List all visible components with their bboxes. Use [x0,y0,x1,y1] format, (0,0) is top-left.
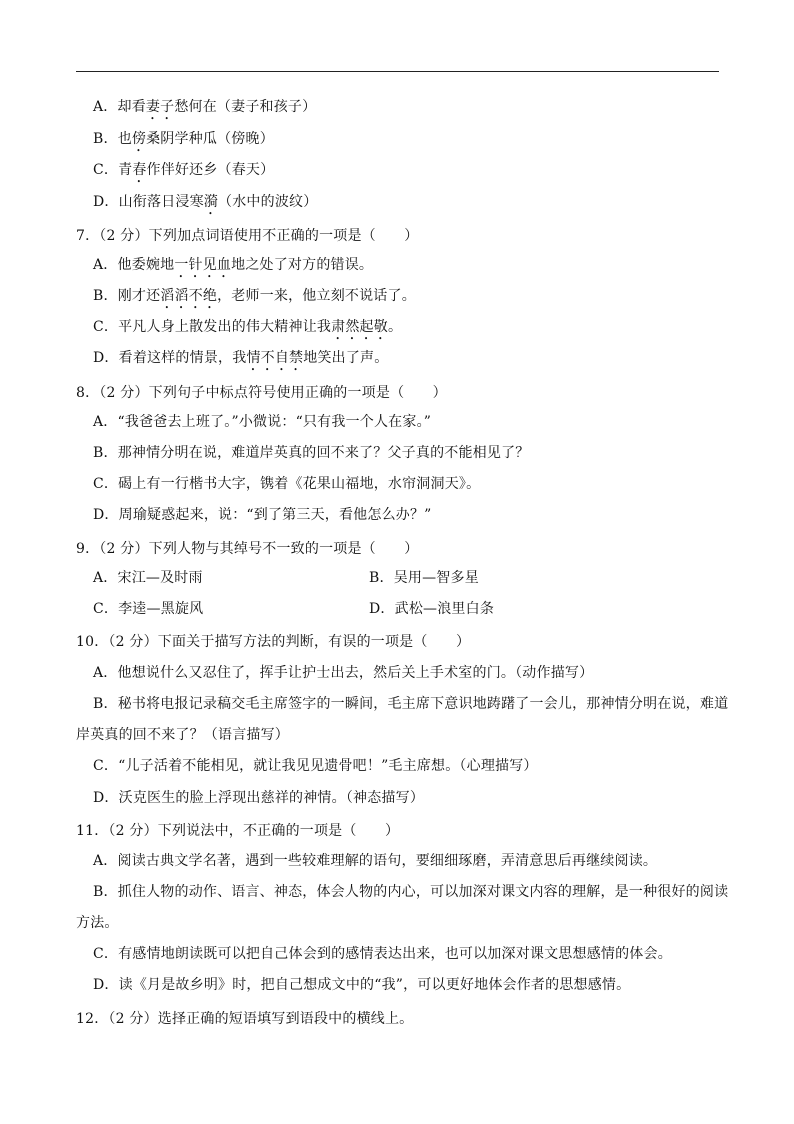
dotted-word: 情不自禁 [246,350,304,366]
q6-option-c[interactable] [93,161,274,186]
option-text: 地笑出了声。 [303,350,389,366]
q11-option-b[interactable]: B．抓住人物的动作、语言、神态，体会人物的内心，可以加深对课文内容的理解，是一种很好的阅读 [93,884,729,900]
q9-stem: 9．（2 分）下列人物与其绰号不一致的一项是（ ） [76,541,419,557]
option-text: C．平凡人身上散发出的伟大精神让我 [93,319,332,335]
q10-option-b-continued: 岸英真的回不来了？（语言描写） [76,727,289,743]
option-text: ，老师一来，他立刻不说话了。 [217,288,416,304]
option-text: 桑阴学种瓜（傍晚） [146,131,274,147]
dotted-word: 滔滔不绝 [160,288,218,304]
dotted-word: 漪 [203,194,219,210]
option-text: B．也 [93,131,132,147]
dotted-word: 一针见血 [174,257,232,273]
q7-stem: 7．（2 分）下列加点词语使用不正确的一项是（ ） [76,228,419,244]
q10-option-a[interactable]: A．他想说什么又忍住了，挥手让护士出去，然后关上手术室的门。（动作描写） [93,665,594,681]
q11-stem: 11．（2 分）下列说法中，不正确的一项是（ ） [76,823,400,839]
q8-option-c[interactable]: C．碣上有一行楷书大字，镌着《花果山福地，水帘洞洞天》。 [93,476,481,492]
dotted-word: 傍 [131,131,147,147]
q8-option-a[interactable]: A．“我爸爸去上班了。”小微说：“只有我一个人在家。” [93,414,432,430]
q9-option-c[interactable]: C．李逵—黑旋风 [93,601,204,617]
q6-option-d[interactable] [93,193,317,218]
q11-option-b-continued: 方法。 [76,915,119,931]
q7-option-b[interactable] [93,287,416,312]
option-text: （水中的波纹） [218,194,318,210]
q7-option-a[interactable] [93,256,373,281]
q10-option-b[interactable]: B．秘书将电报记录稿交毛主席签字的一瞬间，毛主席下意识地踌躇了一会儿，那神情分明在说，难道 [93,696,729,712]
option-text: A．却看 [93,99,146,115]
option-text: 愁何在（妻子和孩子） [174,99,317,115]
dotted-word: 肃然起敬 [331,319,388,335]
dotted-word: 春 [132,162,147,178]
option-text: 作伴好还乡（春天） [146,162,275,178]
q8-stem: 8．（2 分）下列句子中标点符号使用正确的一项是（ ） [76,385,447,401]
q6-option-a[interactable] [93,98,316,123]
option-text: C．青 [93,162,133,178]
q8-option-d[interactable]: D．周瑜疑惑起来，说：“到了第三天，看他怎么办？” [93,507,432,523]
q10-option-c[interactable]: C．“儿子活着不能相见，就让我见见遗骨吧！”毛主席想。（心理描写） [93,758,538,774]
option-text: D．看着这样的情景，我 [93,350,247,366]
header-rule [76,71,719,72]
q9-option-b[interactable]: B．吴用—智多星 [369,570,479,586]
option-text: A．他委婉地 [93,257,175,273]
q11-option-c[interactable]: C．有感情地朗读既可以把自己体会到的感情表达出来，也可以加深对课文思想感情的体会。 [93,946,672,962]
q10-stem: 10．（2 分）下面关于描写方法的判断，有误的一项是（ ） [76,634,471,650]
q9-option-d[interactable]: D．武松—浪里白条 [369,601,495,617]
q7-option-d[interactable] [93,349,388,374]
q9-option-a[interactable]: A．宋江—及时雨 [93,570,203,586]
option-text: D．山衔落日浸寒 [93,194,204,210]
q12-stem: 12．（2 分）选择正确的短语填写到语段中的横线上。 [76,1011,414,1027]
q10-option-d[interactable]: D．沃克医生的脸上浮现出慈祥的神情。（神态描写） [93,790,425,806]
option-text: B．刚才还 [93,288,161,304]
q7-option-c[interactable] [93,318,402,343]
option-text: 地之处了对方的错误。 [231,257,374,273]
q6-option-b[interactable] [93,130,274,155]
q11-option-d[interactable]: D．读《月是故乡明》时，把自己想成文中的“我”，可以更好地体会作者的思想感情。 [93,977,631,993]
q8-option-b[interactable]: B．那神情分明在说，难道岸英真的回不来了？父子真的不能相见了？ [93,445,530,461]
dotted-word: 妻子 [145,99,175,115]
option-text: 。 [387,319,403,335]
q11-option-a[interactable]: A．阅读古典文学名著，遇到一些较难理解的语句，要细细琢磨，弄清意思后再继续阅读。 [93,853,658,869]
